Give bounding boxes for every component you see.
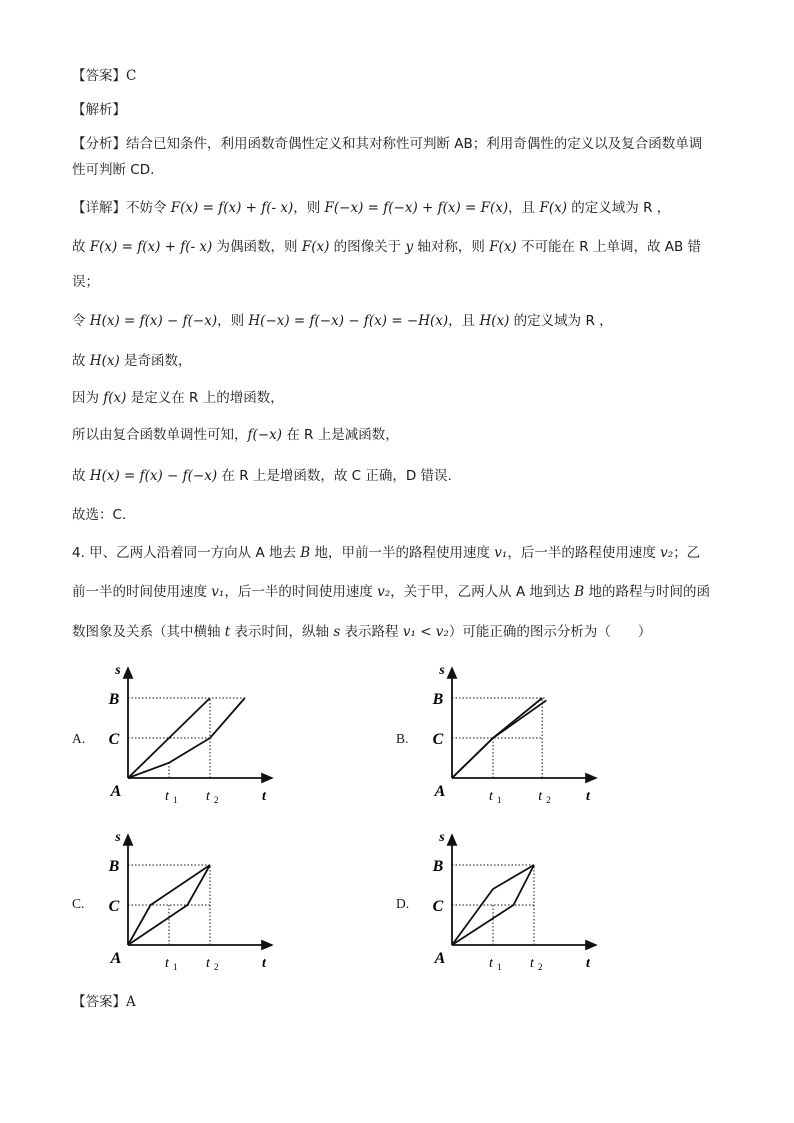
option-a-label: A.: [72, 731, 86, 746]
tick-sub-1: 1: [173, 795, 178, 805]
axis-label-s: s: [439, 663, 445, 678]
q3-fenxi-line: [72, 134, 702, 154]
fenxi-tag: 【分析】: [72, 136, 126, 152]
answer-value: C: [126, 68, 137, 84]
label-B: B: [432, 858, 444, 875]
text: ；乙: [673, 545, 701, 561]
text: 地，甲前一半的路程使用速度: [310, 545, 495, 561]
label-A: A: [110, 783, 122, 800]
q3-detail-line-8: [72, 466, 452, 486]
text: 在 R 上是减函数，: [281, 427, 399, 443]
text: 地的路程与时间的函: [584, 584, 711, 600]
formula: F(−x) = f(−x) + f(x) = F(x): [324, 200, 509, 216]
axis-label-t: t: [262, 956, 266, 971]
tick-sub-1: 1: [173, 962, 178, 972]
formula: f(−x): [247, 427, 282, 443]
formula: H(x): [479, 313, 510, 329]
graph-option-a: [100, 660, 290, 810]
option-c-label: C.: [72, 896, 85, 911]
q3-detail-line-2: [72, 237, 701, 257]
text: ，后一半的时间使用速度: [224, 584, 378, 600]
text: 前一半的时间使用速度: [72, 584, 212, 600]
text: 故: [72, 239, 90, 255]
q3-fenxi-line-2: 性可判断 CD.: [72, 162, 155, 178]
label-A: A: [434, 783, 446, 800]
text: 为偶函数，则: [212, 239, 302, 255]
text: 数图象及关系（其中横轴: [72, 624, 225, 640]
tick-sub-2: 2: [214, 962, 219, 972]
text: ，关于甲，乙两人从 A 地到达: [390, 584, 575, 600]
formula: s: [333, 624, 341, 640]
formula: F(x) = f(x) + f(- x): [170, 200, 294, 216]
q3-detail-line-4: [72, 311, 613, 331]
formula: y: [405, 239, 414, 255]
formula: B: [574, 584, 585, 600]
text: ，且: [448, 313, 480, 329]
text: 不可能在 R 上单调，故 AB 错: [516, 239, 702, 255]
q3-detail-line-7: [72, 425, 399, 445]
graph-option-d: [424, 827, 614, 977]
axis-label-t: t: [262, 789, 266, 804]
formula: F(x) = f(x) + f(- x): [89, 239, 213, 255]
text: 故: [72, 468, 90, 484]
q3-detail-line-6: [72, 388, 284, 408]
label-C: C: [108, 898, 120, 915]
q3-conclusion: 故选：C.: [72, 507, 127, 523]
q4-stem-line-1: [72, 543, 700, 563]
label-C: C: [108, 731, 120, 748]
text: 轴对称，则: [413, 239, 490, 255]
label-C: C: [432, 731, 444, 748]
tick-sub-2: 2: [538, 962, 543, 972]
fenxi-text: 结合已知条件，利用函数奇偶性定义和其对称性可判断 AB；利用奇偶性的定义以及复合函数单调: [126, 136, 703, 152]
text: 因为: [72, 390, 104, 406]
q3-detail-line-1: [72, 198, 670, 218]
axis-label-t: t: [586, 789, 590, 804]
tick-sub-1: 1: [497, 795, 502, 805]
tick-label-t2: t: [206, 956, 210, 971]
text: 所以由复合函数单调性可知，: [72, 427, 248, 443]
label-B: B: [108, 691, 120, 708]
formula: v₁ < v₂: [402, 624, 449, 640]
formula: v₂: [660, 545, 674, 561]
text: 在 R 上是增函数，故 C 正确，D 错误.: [217, 468, 452, 484]
tick-label-t1: t: [489, 789, 493, 804]
axis-label-s: s: [115, 830, 121, 845]
formula: v₁: [211, 584, 225, 600]
formula: F(x): [539, 200, 567, 216]
text: 表示路程: [340, 624, 403, 640]
q3-detail-line-5: [72, 351, 192, 371]
q4-stem-line-3: [72, 622, 651, 642]
text: ，且: [508, 200, 540, 216]
label-A: A: [110, 950, 122, 967]
q4-answer-line: [72, 992, 136, 1012]
text: 不妨令: [126, 200, 171, 216]
formula: F(x): [301, 239, 330, 255]
text: 故: [72, 353, 90, 369]
text: 是奇函数，: [119, 353, 192, 369]
tick-sub-2: 2: [546, 795, 551, 805]
axis-label-s: s: [439, 830, 445, 845]
tick-sub-2: 2: [214, 795, 219, 805]
text: ，则: [293, 200, 325, 216]
formula: H(x): [89, 353, 120, 369]
text: 4. 甲、乙两人沿着同一方向从 A 地去: [72, 545, 301, 561]
label-C: C: [432, 898, 444, 915]
tick-label-t1: t: [165, 789, 169, 804]
tick-label-t1: t: [165, 956, 169, 971]
text: 是定义在 R 上的增函数，: [126, 390, 284, 406]
formula: f(x): [103, 390, 127, 406]
text: 令: [72, 313, 90, 329]
answer-tag: 【答案】: [72, 994, 126, 1010]
axis-label-s: s: [115, 663, 121, 678]
text: ）可能正确的图示分析为（ ）: [448, 624, 652, 640]
label-B: B: [108, 858, 120, 875]
text: 的图像关于: [329, 239, 406, 255]
formula: t: [224, 624, 231, 640]
tick-label-t2: t: [530, 956, 534, 971]
label-B: B: [432, 691, 444, 708]
formula: v₁: [494, 545, 508, 561]
tick-sub-1: 1: [497, 962, 502, 972]
formula: v₂: [377, 584, 391, 600]
segment-line-2: [452, 700, 546, 778]
axis-label-t: t: [586, 956, 590, 971]
formula: H(−x) = f(−x) − f(x) = −H(x): [248, 313, 449, 329]
q4-stem-line-2: [72, 582, 710, 602]
tick-label-t2: t: [206, 789, 210, 804]
q3-answer-line: [72, 66, 136, 86]
text: ，则: [217, 313, 249, 329]
text: ，后一半的路程使用速度: [507, 545, 661, 561]
formula: F(x): [489, 239, 517, 255]
q3-detail-line-3: 误；: [72, 274, 99, 290]
formula: H(x) = f(x) − f(−x): [89, 313, 218, 329]
formula: B: [300, 545, 311, 561]
tick-label-t1: t: [489, 956, 493, 971]
detail-tag: 【详解】: [72, 200, 126, 216]
graph-option-b: [424, 660, 614, 810]
graph-option-c: [100, 827, 290, 977]
tick-label-t2: t: [538, 789, 543, 804]
answer-value: A: [126, 994, 136, 1010]
answer-tag: 【答案】: [72, 68, 126, 84]
formula: H(x) = f(x) − f(−x): [89, 468, 218, 484]
text: 的定义域为 R ，: [566, 200, 671, 216]
label-A: A: [434, 950, 446, 967]
option-b-label: B.: [396, 731, 409, 746]
option-d-label: D.: [396, 896, 410, 911]
q3-analysis-tag: 【解析】: [72, 102, 126, 118]
text: 的定义域为 R ，: [509, 313, 613, 329]
text: 表示时间，纵轴: [230, 624, 334, 640]
